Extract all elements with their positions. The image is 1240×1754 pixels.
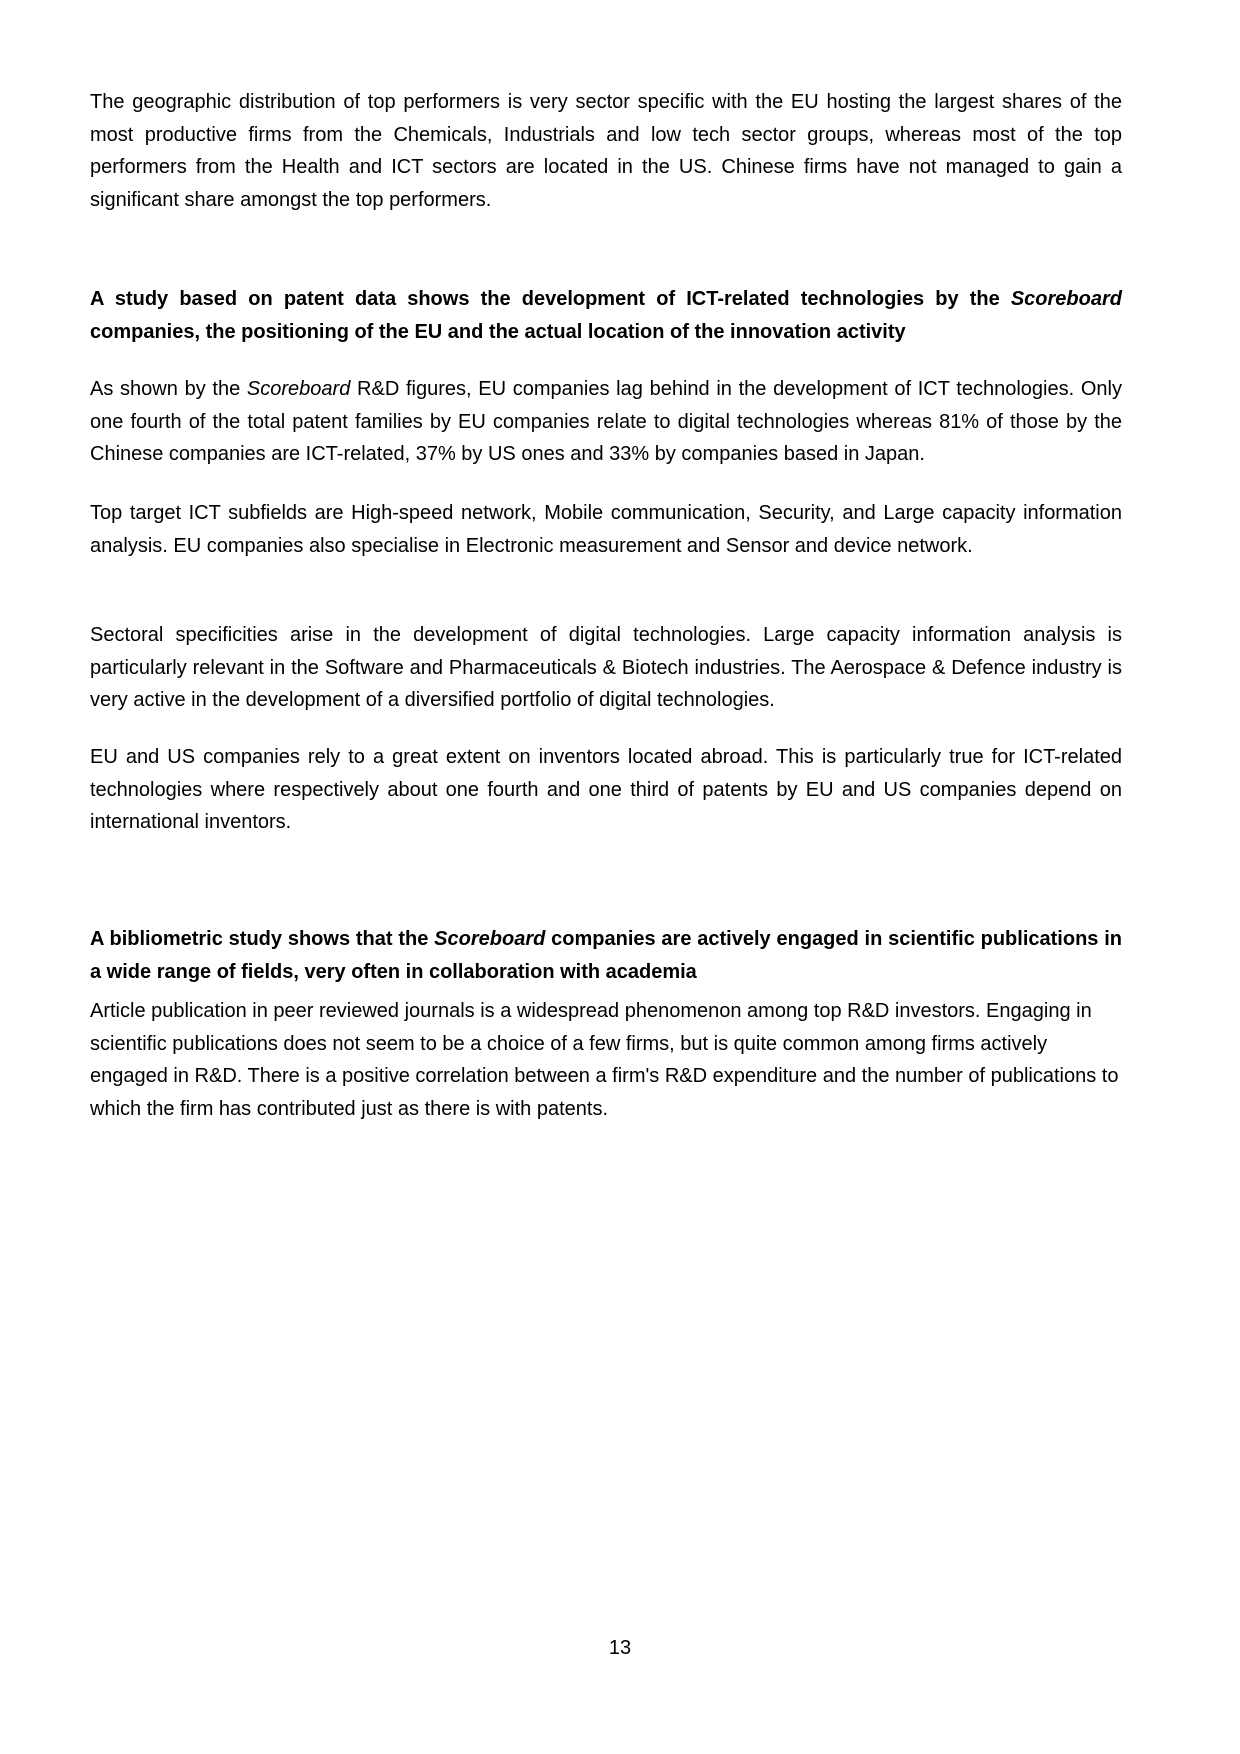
paragraph-geographic-distribution: The geographic distribution of top performers is very sector specific with the EU hosting the largest shares of the most productive firms from the Chemicals, Industrials and low tech sector groups, whereas most of the top performers from the Health and ICT sectors are located in the US. Chinese firms have not managed to gain a significant share amongst the top performers. (90, 91, 1122, 211)
heading-patent-study-text-1: A study based on patent data shows the development of ICT-related technologies by the (90, 288, 1011, 310)
heading-bibliometric-study-italic: Scoreboard (434, 928, 546, 950)
heading-bibliometric-study-text-1: A bibliometric study shows that the (90, 928, 435, 950)
paragraph-ict-lag-text-1: As shown by the (90, 378, 247, 400)
paragraph-sectoral-specificities: Sectoral specificities arise in the development of digital technologies. Large capacity information analysis is particularly relevant in the Software and Pharmaceuticals & Biotech industries. The Aerospace & Defence industry is very active in the development of a diversified portfolio of digital technologies. (90, 624, 1122, 711)
paragraph-ict-lag-text-2: R&D figures, EU companies lag behind in the development of ICT technologies. Only one fourth of the total patent families by EU companies relate to digital technologies whereas 81% of those by the Chinese companies are ICT-related, 37% by US ones and 33% by companies based in Japan. (90, 378, 1122, 465)
heading-bibliometric-study-text-2: companies are actively engaged in scientific publications in a wide range of fields, very often in collaboration with academia (90, 928, 1122, 983)
page-number: 13 (608, 1637, 632, 1659)
heading-patent-study-italic: Scoreboard (1010, 288, 1122, 310)
paragraph-ict-lag (90, 373, 1122, 471)
paragraph-article-publication: Article publication in peer reviewed journals is a widespread phenomenon among top R&D investors. Engaging in scientific publications does not seem to be a choice of a few firms, but is quite common among firms actively engaged in R&D. There is a positive correlation between a firm's R&D expenditure and the number of publications to which the firm has contributed just as there is with patents. (90, 1000, 1119, 1120)
heading-bibliometric-study (90, 923, 1122, 988)
heading-patent-study (90, 283, 1122, 348)
heading-patent-study-text-2: companies, the positioning of the EU and the actual location of the innovation activity (90, 320, 906, 343)
paragraph-inventors-abroad: EU and US companies rely to a great extent on inventors located abroad. This is particularly true for ICT-related technologies where respectively about one fourth and one third of patents by EU and US companies depend on international inventors. (90, 746, 1122, 833)
paragraph-ict-lag-italic: Scoreboard (246, 378, 351, 400)
paragraph-ict-subfields: Top target ICT subfields are High-speed network, Mobile communication, Security, and Large capacity information analysis. EU companies also specialise in Electronic measurement and Sensor and device network. (90, 502, 1122, 557)
